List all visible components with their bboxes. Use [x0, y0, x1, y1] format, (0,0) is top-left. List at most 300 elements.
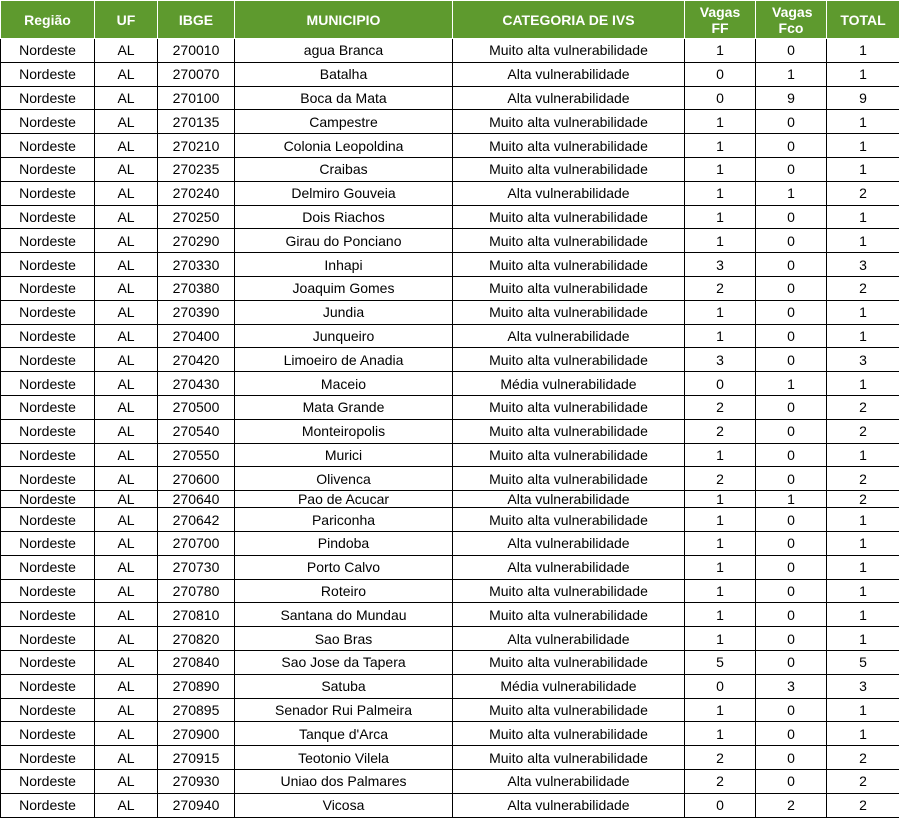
cell-uf: AL	[95, 555, 158, 579]
cell-total: 1	[827, 531, 899, 555]
cell-vagas-ff: 5	[685, 650, 756, 674]
table-row	[1, 491, 899, 508]
cell-categoria: Muito alta vulnerabilidade	[453, 157, 685, 181]
cell-uf: AL	[95, 86, 158, 110]
cell-vagas-fco: 0	[756, 205, 827, 229]
cell-categoria: Muito alta vulnerabilidade	[453, 253, 685, 277]
header-ibge: IBGE	[158, 1, 235, 39]
cell-municipio: Dois Riachos	[235, 205, 453, 229]
cell-vagas-fco: 1	[756, 372, 827, 396]
cell-municipio: Porto Calvo	[235, 555, 453, 579]
cell-ibge: 270240	[158, 181, 235, 205]
cell-categoria: Muito alta vulnerabilidade	[453, 603, 685, 627]
cell-municipio: Pao de Acucar	[235, 491, 453, 508]
cell-municipio: Delmiro Gouveia	[235, 181, 453, 205]
cell-uf: AL	[95, 674, 158, 698]
table-row	[1, 555, 899, 579]
cell-vagas-ff: 1	[685, 603, 756, 627]
cell-uf: AL	[95, 324, 158, 348]
cell-municipio: Uniao dos Palmares	[235, 769, 453, 793]
cell-vagas-fco: 0	[756, 324, 827, 348]
cell-ibge: 270640	[158, 491, 235, 508]
cell-municipio: Inhapi	[235, 253, 453, 277]
table-row	[1, 508, 899, 532]
cell-ibge: 270210	[158, 134, 235, 158]
cell-categoria: Muito alta vulnerabilidade	[453, 698, 685, 722]
cell-total: 3	[827, 674, 899, 698]
cell-regiao: Nordeste	[1, 276, 95, 300]
cell-vagas-ff: 3	[685, 348, 756, 372]
cell-vagas-fco: 1	[756, 62, 827, 86]
cell-regiao: Nordeste	[1, 467, 95, 491]
table-row	[1, 134, 899, 158]
cell-vagas-fco: 0	[756, 253, 827, 277]
cell-vagas-fco: 0	[756, 419, 827, 443]
cell-regiao: Nordeste	[1, 253, 95, 277]
cell-total: 1	[827, 627, 899, 651]
cell-vagas-fco: 2	[756, 793, 827, 817]
table-row	[1, 769, 899, 793]
table-row	[1, 39, 899, 63]
cell-vagas-ff: 0	[685, 62, 756, 86]
cell-vagas-fco: 0	[756, 300, 827, 324]
cell-uf: AL	[95, 181, 158, 205]
cell-vagas-fco: 0	[756, 555, 827, 579]
cell-vagas-ff: 0	[685, 86, 756, 110]
cell-uf: AL	[95, 276, 158, 300]
header-uf: UF	[95, 1, 158, 39]
cell-total: 1	[827, 698, 899, 722]
cell-regiao: Nordeste	[1, 372, 95, 396]
cell-vagas-ff: 1	[685, 205, 756, 229]
cell-vagas-fco: 9	[756, 86, 827, 110]
table-row	[1, 229, 899, 253]
cell-vagas-fco: 0	[756, 531, 827, 555]
cell-municipio: Vicosa	[235, 793, 453, 817]
cell-vagas-fco: 0	[756, 39, 827, 63]
cell-municipio: Sao Bras	[235, 627, 453, 651]
cell-regiao: Nordeste	[1, 603, 95, 627]
table-row	[1, 395, 899, 419]
cell-regiao: Nordeste	[1, 722, 95, 746]
table-row	[1, 253, 899, 277]
cell-vagas-ff: 1	[685, 722, 756, 746]
cell-regiao: Nordeste	[1, 491, 95, 508]
cell-uf: AL	[95, 253, 158, 277]
cell-total: 2	[827, 181, 899, 205]
table-row	[1, 86, 899, 110]
cell-ibge: 270900	[158, 722, 235, 746]
cell-total: 2	[827, 793, 899, 817]
cell-total: 1	[827, 62, 899, 86]
cell-municipio: Teotonio Vilela	[235, 746, 453, 770]
cell-ibge: 270642	[158, 508, 235, 532]
cell-uf: AL	[95, 62, 158, 86]
cell-ibge: 270010	[158, 39, 235, 63]
cell-ibge: 270820	[158, 627, 235, 651]
table-row	[1, 467, 899, 491]
cell-municipio: Senador Rui Palmeira	[235, 698, 453, 722]
cell-categoria: Muito alta vulnerabilidade	[453, 650, 685, 674]
cell-vagas-fco: 0	[756, 746, 827, 770]
cell-categoria: Alta vulnerabilidade	[453, 324, 685, 348]
cell-regiao: Nordeste	[1, 348, 95, 372]
cell-vagas-ff: 0	[685, 372, 756, 396]
header-vagas-ff: Vagas FF	[685, 1, 756, 39]
table-row	[1, 674, 899, 698]
cell-municipio: Jundia	[235, 300, 453, 324]
cell-uf: AL	[95, 110, 158, 134]
table-row	[1, 181, 899, 205]
cell-ibge: 270400	[158, 324, 235, 348]
cell-uf: AL	[95, 793, 158, 817]
cell-regiao: Nordeste	[1, 395, 95, 419]
cell-ibge: 270600	[158, 467, 235, 491]
cell-vagas-ff: 2	[685, 769, 756, 793]
header-municipio: MUNICIPIO	[235, 1, 453, 39]
cell-municipio: Tanque d'Arca	[235, 722, 453, 746]
header-vagas-fco: Vagas Fco	[756, 1, 827, 39]
cell-regiao: Nordeste	[1, 134, 95, 158]
cell-total: 3	[827, 348, 899, 372]
cell-categoria: Alta vulnerabilidade	[453, 793, 685, 817]
cell-municipio: Murici	[235, 443, 453, 467]
cell-ibge: 270895	[158, 698, 235, 722]
cell-uf: AL	[95, 395, 158, 419]
cell-total: 1	[827, 39, 899, 63]
cell-uf: AL	[95, 627, 158, 651]
cell-total: 1	[827, 555, 899, 579]
cell-total: 5	[827, 650, 899, 674]
cell-total: 1	[827, 372, 899, 396]
cell-regiao: Nordeste	[1, 229, 95, 253]
cell-vagas-ff: 2	[685, 395, 756, 419]
cell-vagas-ff: 1	[685, 531, 756, 555]
cell-uf: AL	[95, 372, 158, 396]
cell-categoria: Média vulnerabilidade	[453, 674, 685, 698]
cell-vagas-ff: 1	[685, 579, 756, 603]
cell-uf: AL	[95, 508, 158, 532]
cell-total: 1	[827, 205, 899, 229]
cell-regiao: Nordeste	[1, 300, 95, 324]
cell-vagas-ff: 1	[685, 181, 756, 205]
cell-uf: AL	[95, 205, 158, 229]
cell-vagas-fco: 0	[756, 348, 827, 372]
table-row	[1, 698, 899, 722]
cell-categoria: Muito alta vulnerabilidade	[453, 134, 685, 158]
cell-ibge: 270540	[158, 419, 235, 443]
table-row	[1, 372, 899, 396]
cell-categoria: Muito alta vulnerabilidade	[453, 419, 685, 443]
table-row	[1, 300, 899, 324]
cell-categoria: Muito alta vulnerabilidade	[453, 443, 685, 467]
cell-vagas-fco: 0	[756, 134, 827, 158]
cell-categoria: Média vulnerabilidade	[453, 372, 685, 396]
cell-municipio: Pariconha	[235, 508, 453, 532]
cell-vagas-ff: 2	[685, 419, 756, 443]
table-row	[1, 531, 899, 555]
cell-municipio: Junqueiro	[235, 324, 453, 348]
cell-total: 2	[827, 395, 899, 419]
table-body	[1, 39, 899, 818]
cell-vagas-fco: 0	[756, 769, 827, 793]
cell-ibge: 270235	[158, 157, 235, 181]
cell-uf: AL	[95, 698, 158, 722]
cell-regiao: Nordeste	[1, 324, 95, 348]
cell-categoria: Muito alta vulnerabilidade	[453, 395, 685, 419]
cell-categoria: Muito alta vulnerabilidade	[453, 722, 685, 746]
cell-vagas-ff: 3	[685, 253, 756, 277]
cell-ibge: 270290	[158, 229, 235, 253]
table-row	[1, 579, 899, 603]
cell-uf: AL	[95, 443, 158, 467]
cell-municipio: Sao Jose da Tapera	[235, 650, 453, 674]
cell-uf: AL	[95, 348, 158, 372]
header-regiao: Região	[1, 1, 95, 39]
cell-vagas-ff: 1	[685, 134, 756, 158]
cell-regiao: Nordeste	[1, 157, 95, 181]
cell-ibge: 270700	[158, 531, 235, 555]
cell-vagas-ff: 2	[685, 746, 756, 770]
cell-ibge: 270420	[158, 348, 235, 372]
cell-categoria: Alta vulnerabilidade	[453, 62, 685, 86]
cell-total: 2	[827, 746, 899, 770]
cell-ibge: 270380	[158, 276, 235, 300]
cell-regiao: Nordeste	[1, 769, 95, 793]
cell-total: 2	[827, 491, 899, 508]
cell-uf: AL	[95, 650, 158, 674]
cell-vagas-fco: 0	[756, 157, 827, 181]
cell-total: 1	[827, 300, 899, 324]
cell-uf: AL	[95, 722, 158, 746]
cell-ibge: 270930	[158, 769, 235, 793]
cell-regiao: Nordeste	[1, 62, 95, 86]
cell-municipio: Roteiro	[235, 579, 453, 603]
cell-total: 3	[827, 253, 899, 277]
cell-municipio: Santana do Mundau	[235, 603, 453, 627]
cell-categoria: Muito alta vulnerabilidade	[453, 348, 685, 372]
cell-municipio: Craibas	[235, 157, 453, 181]
cell-categoria: Muito alta vulnerabilidade	[453, 746, 685, 770]
cell-total: 2	[827, 467, 899, 491]
cell-ibge: 270915	[158, 746, 235, 770]
cell-categoria: Muito alta vulnerabilidade	[453, 39, 685, 63]
cell-vagas-ff: 1	[685, 39, 756, 63]
cell-ibge: 270890	[158, 674, 235, 698]
cell-municipio: agua Branca	[235, 39, 453, 63]
cell-ibge: 270730	[158, 555, 235, 579]
cell-uf: AL	[95, 157, 158, 181]
cell-regiao: Nordeste	[1, 39, 95, 63]
cell-total: 1	[827, 110, 899, 134]
table-row	[1, 157, 899, 181]
cell-total: 1	[827, 603, 899, 627]
cell-municipio: Boca da Mata	[235, 86, 453, 110]
cell-categoria: Alta vulnerabilidade	[453, 86, 685, 110]
cell-municipio: Pindoba	[235, 531, 453, 555]
table-row	[1, 324, 899, 348]
cell-regiao: Nordeste	[1, 793, 95, 817]
cell-vagas-fco: 0	[756, 627, 827, 651]
header-categoria-ivs: CATEGORIA DE IVS	[453, 1, 685, 39]
cell-regiao: Nordeste	[1, 650, 95, 674]
cell-regiao: Nordeste	[1, 531, 95, 555]
cell-uf: AL	[95, 769, 158, 793]
cell-total: 1	[827, 443, 899, 467]
cell-categoria: Muito alta vulnerabilidade	[453, 205, 685, 229]
cell-regiao: Nordeste	[1, 419, 95, 443]
cell-regiao: Nordeste	[1, 579, 95, 603]
cell-total: 1	[827, 722, 899, 746]
cell-total: 1	[827, 508, 899, 532]
cell-uf: AL	[95, 491, 158, 508]
cell-regiao: Nordeste	[1, 443, 95, 467]
cell-categoria: Muito alta vulnerabilidade	[453, 508, 685, 532]
cell-vagas-ff: 1	[685, 508, 756, 532]
cell-municipio: Monteiropolis	[235, 419, 453, 443]
table-row	[1, 603, 899, 627]
cell-municipio: Colonia Leopoldina	[235, 134, 453, 158]
cell-vagas-ff: 1	[685, 443, 756, 467]
cell-vagas-ff: 1	[685, 698, 756, 722]
cell-categoria: Alta vulnerabilidade	[453, 627, 685, 651]
cell-categoria: Alta vulnerabilidade	[453, 769, 685, 793]
cell-uf: AL	[95, 229, 158, 253]
cell-vagas-fco: 0	[756, 508, 827, 532]
cell-total: 2	[827, 276, 899, 300]
cell-uf: AL	[95, 300, 158, 324]
cell-ibge: 270430	[158, 372, 235, 396]
cell-ibge: 270780	[158, 579, 235, 603]
cell-total: 2	[827, 419, 899, 443]
cell-uf: AL	[95, 419, 158, 443]
cell-vagas-fco: 0	[756, 698, 827, 722]
header-total: TOTAL	[827, 1, 899, 39]
cell-regiao: Nordeste	[1, 110, 95, 134]
cell-regiao: Nordeste	[1, 746, 95, 770]
cell-municipio: Campestre	[235, 110, 453, 134]
cell-municipio: Maceio	[235, 372, 453, 396]
table-row	[1, 110, 899, 134]
cell-vagas-ff: 1	[685, 324, 756, 348]
cell-vagas-fco: 0	[756, 110, 827, 134]
cell-municipio: Joaquim Gomes	[235, 276, 453, 300]
cell-ibge: 270810	[158, 603, 235, 627]
table-row	[1, 793, 899, 817]
cell-vagas-fco: 0	[756, 395, 827, 419]
cell-vagas-ff: 2	[685, 276, 756, 300]
cell-categoria: Muito alta vulnerabilidade	[453, 579, 685, 603]
cell-ibge: 270840	[158, 650, 235, 674]
cell-municipio: Limoeiro de Anadia	[235, 348, 453, 372]
cell-municipio: Mata Grande	[235, 395, 453, 419]
cell-vagas-fco: 0	[756, 467, 827, 491]
cell-categoria: Muito alta vulnerabilidade	[453, 229, 685, 253]
cell-total: 1	[827, 229, 899, 253]
table-row	[1, 650, 899, 674]
table-row	[1, 205, 899, 229]
cell-ibge: 270250	[158, 205, 235, 229]
cell-ibge: 270500	[158, 395, 235, 419]
table-row	[1, 627, 899, 651]
table-row	[1, 348, 899, 372]
cell-vagas-fco: 0	[756, 650, 827, 674]
cell-regiao: Nordeste	[1, 86, 95, 110]
header-row	[1, 1, 899, 39]
cell-total: 1	[827, 157, 899, 181]
cell-municipio: Girau do Ponciano	[235, 229, 453, 253]
cell-uf: AL	[95, 746, 158, 770]
cell-vagas-ff: 1	[685, 627, 756, 651]
cell-regiao: Nordeste	[1, 698, 95, 722]
table-row	[1, 746, 899, 770]
cell-regiao: Nordeste	[1, 555, 95, 579]
cell-vagas-ff: 2	[685, 467, 756, 491]
cell-vagas-ff: 1	[685, 555, 756, 579]
cell-categoria: Alta vulnerabilidade	[453, 531, 685, 555]
cell-uf: AL	[95, 39, 158, 63]
cell-municipio: Batalha	[235, 62, 453, 86]
cell-vagas-ff: 1	[685, 300, 756, 324]
cell-ibge: 270940	[158, 793, 235, 817]
cell-categoria: Muito alta vulnerabilidade	[453, 110, 685, 134]
table-row	[1, 722, 899, 746]
cell-ibge: 270070	[158, 62, 235, 86]
cell-vagas-fco: 3	[756, 674, 827, 698]
cell-vagas-fco: 0	[756, 229, 827, 253]
table-row	[1, 276, 899, 300]
cell-regiao: Nordeste	[1, 674, 95, 698]
cell-vagas-ff: 1	[685, 229, 756, 253]
cell-total: 2	[827, 769, 899, 793]
cell-total: 1	[827, 579, 899, 603]
cell-regiao: Nordeste	[1, 627, 95, 651]
table-row	[1, 62, 899, 86]
cell-categoria: Muito alta vulnerabilidade	[453, 276, 685, 300]
cell-ibge: 270100	[158, 86, 235, 110]
cell-uf: AL	[95, 134, 158, 158]
cell-categoria: Alta vulnerabilidade	[453, 491, 685, 508]
cell-regiao: Nordeste	[1, 205, 95, 229]
cell-vagas-fco: 0	[756, 443, 827, 467]
cell-municipio: Satuba	[235, 674, 453, 698]
cell-ibge: 270135	[158, 110, 235, 134]
cell-total: 1	[827, 134, 899, 158]
cell-vagas-fco: 0	[756, 603, 827, 627]
cell-uf: AL	[95, 531, 158, 555]
cell-regiao: Nordeste	[1, 181, 95, 205]
cell-uf: AL	[95, 579, 158, 603]
cell-total: 1	[827, 324, 899, 348]
cell-vagas-ff: 1	[685, 491, 756, 508]
table-row	[1, 419, 899, 443]
cell-vagas-ff: 1	[685, 110, 756, 134]
cell-vagas-fco: 0	[756, 276, 827, 300]
cell-ibge: 270390	[158, 300, 235, 324]
cell-ibge: 270330	[158, 253, 235, 277]
cell-vagas-fco: 0	[756, 579, 827, 603]
cell-regiao: Nordeste	[1, 508, 95, 532]
cell-ibge: 270550	[158, 443, 235, 467]
cell-categoria: Alta vulnerabilidade	[453, 181, 685, 205]
cell-categoria: Muito alta vulnerabilidade	[453, 300, 685, 324]
cell-uf: AL	[95, 467, 158, 491]
cell-categoria: Muito alta vulnerabilidade	[453, 467, 685, 491]
cell-uf: AL	[95, 603, 158, 627]
table-row	[1, 443, 899, 467]
cell-vagas-ff: 1	[685, 157, 756, 181]
cell-vagas-ff: 0	[685, 674, 756, 698]
